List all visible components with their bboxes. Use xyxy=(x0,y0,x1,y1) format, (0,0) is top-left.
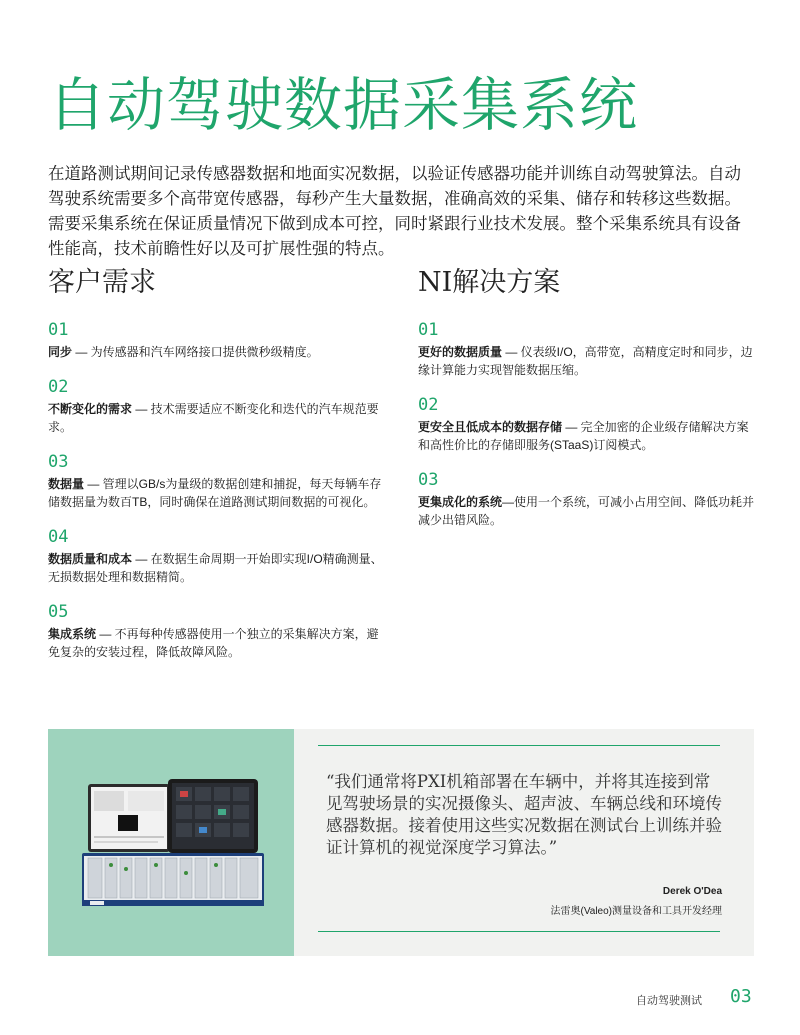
item-label: 数据量 xyxy=(48,477,85,491)
page-number: 03 xyxy=(730,986,752,1007)
item-description: — 完全加密的企业级存储解决方案和高性价比的存储即服务(STaaS)订阅模式。 xyxy=(418,420,749,452)
quote-author-role: 法雷奥(Valeo)测量设备和工具开发经理 xyxy=(550,906,722,917)
quote-section xyxy=(48,729,754,956)
needs-item xyxy=(48,377,388,436)
item-number: 01 xyxy=(48,320,69,340)
quote-bottom-divider xyxy=(318,931,720,932)
quote-top-divider xyxy=(318,745,720,746)
pxi-chassis-image xyxy=(48,729,294,956)
needs-item xyxy=(48,602,388,661)
item-number: 02 xyxy=(48,377,69,397)
item-description: — 不再每种传感器使用一个独立的采集解决方案，避免复杂的安装过程，降低故障风险。 xyxy=(48,627,379,659)
needs-item xyxy=(48,452,388,511)
ni-solution-heading: NI解决方案 xyxy=(418,267,561,298)
customer-needs-column xyxy=(48,264,388,677)
item-text xyxy=(418,343,758,379)
quote-author-name: Derek O'Dea xyxy=(662,886,722,897)
item-label: 更安全且低成本的数据存储 xyxy=(418,420,563,434)
solution-item xyxy=(418,320,758,379)
footer-section-label: 自动驾驶测试 xyxy=(636,995,702,1007)
item-description: — 为传感器和汽车网络接口提供微秒级精度。 xyxy=(72,345,319,359)
needs-item xyxy=(48,320,388,361)
item-text xyxy=(48,550,388,586)
intro-paragraph: 在道路测试期间记录传感器数据和地面实况数据，以验证传感器功能并训练自动驾驶算法。自动驾驶系统需要多个高带宽传感器，每秒产生大量数据，准确高效的采集、储存和转移这些数据。需要采集系统在保证质量情况下做到成本可控，同时紧跟行业技术发展。整个采集系统具有设备性能高，技术前瞻性好以及可扩展性强的特点。 xyxy=(48,165,741,258)
item-label: 更好的数据质量 xyxy=(418,345,503,359)
solution-item xyxy=(418,470,758,529)
item-label: 数据质量和成本 xyxy=(48,552,133,566)
item-number: 05 xyxy=(48,602,69,622)
item-text xyxy=(48,343,388,361)
item-label: 集成系统 xyxy=(48,627,97,641)
item-number: 02 xyxy=(418,395,439,415)
customer-quote: “我们通常将PXI机箱部署在车辆中，并将其连接到常见驾驶场景的实况摄像头、超声波、车辆总线和环境传感器数据。接着使用这些实况数据在测试台上训练并验证计算机的视觉深度学习算法。” xyxy=(326,772,722,857)
item-number: 01 xyxy=(418,320,439,340)
needs-item xyxy=(48,527,388,586)
item-label: 同步 xyxy=(48,345,73,359)
item-description: — 技术需要适应不断变化和迭代的汽车规范要求。 xyxy=(48,402,379,434)
ni-solution-column xyxy=(418,264,758,545)
item-description: — 管理以GB/s为量级的数据创建和捕捉，每天每辆车存储数据量为数百TB，同时确保在道路测试期间数据的可视化。 xyxy=(48,477,382,509)
item-description: —使用一个系统，可减小占用空间、降低功耗并减少出错风险。 xyxy=(418,495,755,527)
item-label: 不断变化的需求 xyxy=(48,402,133,416)
item-number: 03 xyxy=(48,452,69,472)
item-description: — 在数据生命周期一开始即实现I/O精确测量、无损数据处理和数据精简。 xyxy=(48,552,383,584)
item-text xyxy=(48,625,388,661)
item-text xyxy=(48,475,388,511)
solution-item xyxy=(418,395,758,454)
item-text xyxy=(48,400,388,436)
customer-needs-heading: 客户需求 xyxy=(48,267,156,298)
item-number: 03 xyxy=(418,470,439,490)
item-description: — 仪表级I/O，高带宽，高精度定时和同步，边缘计算能力实现智能数据压缩。 xyxy=(418,345,753,377)
item-text xyxy=(418,493,758,529)
product-image-panel xyxy=(48,729,294,956)
page-title: 自动驾驶数据采集系统 xyxy=(48,71,639,139)
item-label: 更集成化的系统 xyxy=(418,495,503,509)
item-text xyxy=(418,418,758,454)
item-number: 04 xyxy=(48,527,69,547)
